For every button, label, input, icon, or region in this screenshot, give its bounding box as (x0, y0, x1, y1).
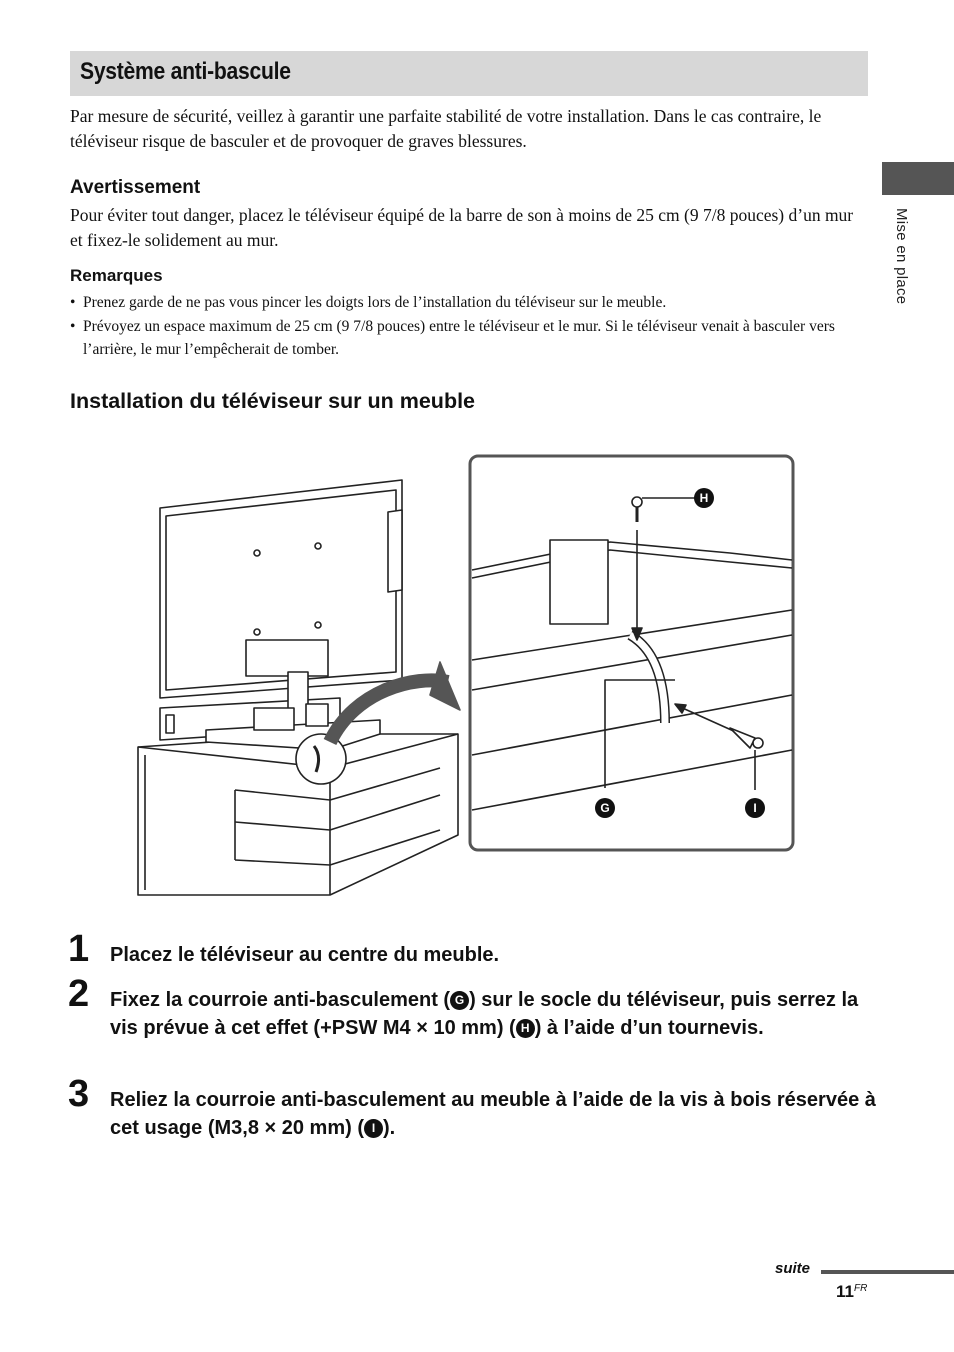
installation-illustration (130, 450, 810, 900)
step-number: 2 (68, 973, 90, 1015)
callout-g-label: G (600, 801, 610, 815)
step-number: 1 (68, 928, 90, 970)
callout-i-label: I (753, 801, 757, 815)
section-title: Système anti-bascule (80, 58, 291, 85)
ref-badge: G (450, 991, 469, 1010)
callout-h-label: H (699, 491, 709, 505)
continued-rule (821, 1270, 954, 1274)
intro-paragraph: Par mesure de sécurité, veillez à garantir une parfaite stabilité de votre installation. Dans le cas contraire, le téléviseur risque de basculer et de provoquer de graves blessures. (70, 106, 822, 151)
step-text: Reliez la courroie anti-basculement au meuble à l’aide de la vis à bois réservée à cet usage (M3,8 × 20 mm) ( I ). (110, 1089, 876, 1139)
warning-heading: Avertissement (70, 177, 201, 198)
notes-list (70, 291, 870, 362)
ref-badge: I (364, 1119, 383, 1138)
subheading: Installation du téléviseur sur un meuble (70, 389, 476, 413)
note-item: • Prévoyez un espace maximum de 25 cm (9 7/8 pouces) entre le téléviseur et le mur. Si le téléviseur venait à basculer vers l’arrière, le mur l’empêcherait de tomber. (70, 315, 870, 362)
warning-text: Pour éviter tout danger, placez le téléviseur équipé de la barre de son à moins de 25 cm (9 7/8 pouces) d’un mur et fixez-le solidement au mur. (70, 205, 854, 250)
note-item: • Prenez garde de ne pas vous pincer les doigts lors de l’installation du téléviseur sur le meuble. (70, 291, 870, 315)
ref-badge: H (516, 1019, 535, 1038)
notes-heading: Remarques (70, 266, 163, 285)
continued-label: suite (775, 1260, 811, 1277)
step-number: 3 (68, 1073, 90, 1115)
side-tab-marker (882, 162, 954, 195)
side-tab-label: Mise en place (893, 208, 910, 305)
page-number: $11^{FR}$ (836, 1282, 868, 1301)
step-text: Placez le téléviseur au centre du meuble. (110, 944, 500, 966)
step-text: Fixez la courroie anti-basculement ( G ) sur le socle du téléviseur, puis serrez la vis prévue à cet effet (+PSW M4 × 10 mm) ( H ) à l’aide d’un tournevis. (110, 989, 859, 1039)
